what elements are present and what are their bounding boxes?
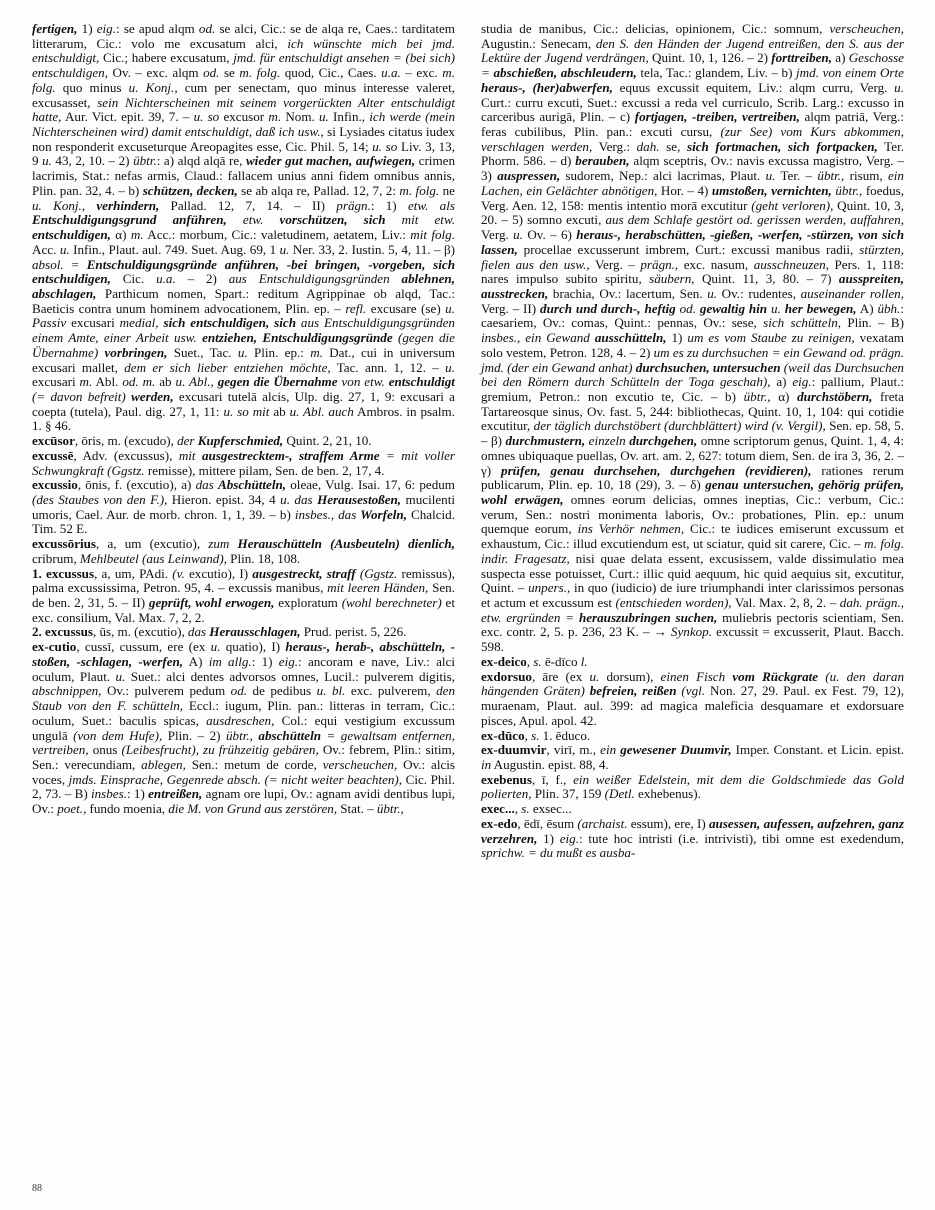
- dictionary-entry: ex-dūco, s. 1. ēduco.: [481, 727, 591, 743]
- dictionary-entry: studia de manibus, Cic.: delicias, opinionem, Cic.: somnum, verscheuchen, Augustin.: Senecam, den S. den Händen der Jugend entreißen, den S. aus der Lektüre der Jugend verdrängen, Quint. 10, 1, 126. – 2) forttreiben, a) Geschosse = abschießen, abschleudern, tela, Tac.: glandem, Liv. – b) jmd. von einem Orte heraus-, (her)abwerfen, equus excussit equitem, Liv.: alqm curru, Verg. u. Curt.: curru excuti, Suet.: excussi a reda vel curriculo, Scrib. Larg.: excusso in carceribus aurigā, Plin. – c) fortjagen, -treiben, vertreiben, alqm patriā, Verg.: feras cubilibus, Plin. pan.: excuti cursu, (zur See) vom Kurs abkommen, verschlagen werden, Verg.: dah. se, sich fortmachen, sich fortpacken, Ter. Phorm. 586. – d) berauben, alqm sceptris, Ov.: navis excussa magistro, Verg. – 3) auspressen, sudorem, Nep.: alci lacrimas, Plaut. u. Ter. – übtr., risum, ein Lachen, ein Gelächter abnötigen, Hor. – 4) umstoßen, vernichten, übtr., foedus, Verg. Aen. 12, 158: mentis intentio morā excutitur (geht verloren), Quint. 10, 3, 20. – 5) somno excuti, aus dem Schlafe gestört od. gerissen werden, auffahren, Verg. u. Ov. – 6) heraus-, herabschütten, -gießen, -werfen, -stürzen, von sich lassen, procellae excusserunt imbrem, Curt.: excussi manibus radii, stürzten, fielen aus den usw., Verg. – prägn., exc. nasum, ausschneuzen, Pers. 1, 118: nares impulso subito spiritu, säubern, Quint. 11, 3, 80. – 7) ausspreiten, ausstrecken, brachia, Ov.: lacertum, Sen. u. Ov.: rudentes, auseinander rollen, Verg. – II) durch und durch-, heftig od. gewaltig hin u. her bewegen, A) übh.: caesariem, Ov.: comas, Quint.: pennas, Ov.: sese, sich schütteln, Plin. – B) insbes., ein Gewand ausschütteln, 1) um es vom Staube zu reinigen, vexatam solo vestem, Petron. 128, 4. – 2) um es zu durchsuchen = ein Gewand od. prägn. jmd. (der ein Gewand anhat) durchsuchen, untersuchen (weil das Durchsuchen bei den Römern durch Schütteln der Toga geschah), a) eig.: pallium, Plaut.: gremium, Petron.: non excutio te, Cic. – b) übtr., α) durchstöbern, freta Tartareosque sinus, Ov. fast. 5, 244: bibliothecas, Quint. 10, 1, 104: qui cotidie excutitur, der täglich durchstöbert (durchblättert) wird (v. Vergil), Sen. ep. 58, 5. – β) durchmustern, einzeln durchgehen, omne scriptorum genus, Quint. 1, 4, 4: omnes ubiquaque puellas, Ov. art. am. 2, 627: totum diem, Sen. de ira 3, 36, 2. – γ) prüfen, genau durchsehen, durchgehen (revidieren), rationes rerum publicarum, Plin. ep. 10, 18 (29), 3. – δ) genau untersuchen, gehörig prüfen, wohl erwägen, omnes eorum delicias, omnes ineptias, Cic.: verbum, Cic.: verum, Sen.: nostri monimenta laboris, Ov.: probationes, Plin. ep.: unum quemque eorum, ins Verhör nehmen, Cic.: te iudices emiserunt excussum et exhaustum, Cic.: illud excutiendum est, ut sciatur, quid sit carere, Cic. – m. folg. indir. Fragesatz, nisi quae delata essent, excusissem, valde dissimulatio mea suspecta esse potuisset, Curt.: illic quid aequum, hic quid aequius sit, excutitur, Quint. – unpers., in quo (iudicio) de iure triumphandi inter clarissimos personas et actum et excussum est (entschieden worden), Val. Max. 2, 8, 2. – dah. prägn., etw. ergründen = herauszubringen suchen, muliebris pectoris scientiam, Sen. exc. contr. 2, 5. p. 236, 23 K. – → Synkop. excussit = excusserit, Plaut. Bacch. 598.: [481, 21, 905, 655]
- dictionary-entry: exdorsuo, āre (ex u. dorsum), einen Fisch vom Rückgrate (u. den daran hängenden Gräten) befreien, reißen (vgl. Non. 27, 29. Paul. ex Fest. 79, 12), muraenam, Plaut. aul. 399: ad magica maleficia desquamare et exdorsuare pisces, Apul. apol. 42.: [481, 668, 905, 728]
- dictionary-entry: ex-cutio, cussī, cussum, ere (ex u. quatio), I) heraus-, herab-, abschütteln, -stoßen, -schlagen, -werfen, A) im allg.: 1) eig.: ancoram e nave, Liv.: alci oculum, Plaut. u. Suet.: alci dentes advorsos omnes, Lucil.: pulverem digitis, abschnippen, Ov.: pulverem pedum od. de pedibus u. bl. exc. pulverem, den Staub von den F. schütteln, Eccl.: iugum, Plin. pan.: litteras in terram, Cic.: oculum, Suet.: baculis spicas, ausdreschen, Col.: equi vestigium excussum ungulā (von dem Hufe), Plin. – 2) übtr., abschütteln = gewaltsam entfernen, vertreiben, onus (Leibesfrucht), zu frühzeitig gebären, Ov.: febrem, Plin.: sitim, Sen.: verecundiam, ablegen, Sen.: metum de corde, verscheuchen, Ov.: alcis voces, jmds. Einsprache, Gegenrede absch. (= nicht weiter beachten), Cic. Phil. 2, 73. – B) insbes.: 1) entreißen, agnam ore lupi, Ov.: agnam avidi dentibus lupi, Ov.: poet., fundo moenia, die M. von Grund aus zerstören, Stat. – übtr.,: [32, 639, 456, 817]
- dictionary-entry: excūsor, ōris, m. (excudo), der Kupferschmied, Quint. 2, 21, 10.: [32, 433, 372, 449]
- page-number: 88: [32, 1183, 42, 1194]
- right-text-column: [481, 22, 904, 1182]
- dictionary-entry: exebenus, ī, f., ein weißer Edelstein, mit dem die Goldschmiede das Gold polierten, Plin. 37, 159 (Detl. exhebenus).: [481, 771, 904, 802]
- dictionary-entry: excussōrius, a, um (excutio), zum Herauschütteln (Ausbeuteln) dienlich, cribrum, Mehlbeutel (aus Leinwand), Plin. 18, 108.: [32, 536, 455, 566]
- dictionary-entry: ex-edo, ēdī, ēsum (archaist. essum), ere, I) ausessen, aufessen, aufzehren, ganz verzehren, 1) eig.: tute hoc intristi (i.e. intrivisti), tibi omne est exedendum, sprichw. = du mußt es ausba-: [481, 815, 905, 861]
- dictionary-entry: fertigen, 1) eig.: se apud alqm od. se alci, Cic.: se de alqa re, Caes.: tarditatem litterarum, Cic.: volo me excusatum alci, ich wünschte mich bei jmd. entschuldigt, Cic.; habere excusatum, jmd. für entschuldigt ansehen = (bei sich) entschuldigen, Ov. – exc. alqm od. se m. folg. quod, Cic., Caes. u.a. – exc. m. folg. quo minus u. Konj., cum per senectam, quo minus interesse valeret, excusasset, sein Nichterscheinen mit seinem vorgerückten Alter entschuldigt hatte, Aur. Vict. epit. 39, 7. – u. so excusor m. Nom. u. Infin., ich werde (mein Nichterscheinen wird) damit entschuldigt, daß ich usw., si Lysiades citatus iudex non responderit excuseturque Areopagites esse, Cic. Phil. 5, 14; u. so Liv. 3, 13, 9 u. 43, 2, 10. – 2) übtr.: a) alqd alqā re, wieder gut machen, aufwiegen, crimen lacrimis, Stat.: nefas armis, Claud.: fallacem unius anni fidem omnibus annis, Plin. pan. 32, 4. – b) schützen, decken, se ab alqa re, Pallad. 12, 7, 2: m. folg. ne u. Konj., verhindern, Pallad. 12, 7, 14. – II) prägn.: 1) etw. als Entschuldigungsgrund anführen, etw. vorschützen, sich mit etw. entschuldigen, α) m. Acc.: morbum, Cic.: valetudinem, aetatem, Liv.: mit folg. Acc. u. Infin., Plaut. aul. 749. Suet. Aug. 69, 1 u. Ner. 33, 2. Iustin. 5, 4, 11. – β) absol. = Entschuldigungsgründe anführen, -bei bringen, -vorgeben, sich entschuldigen, Cic. u.a. – 2) aus Entschuldigungsgründen ablehnen, abschlagen, Parthicum nomen, Spart.: reditum Agrippinae ob alqd, Tac.: Baeticis contra unum hominem advocationem, Plin. ep. – refl. excusare (se) u. Passiv excusari medial, sich entschuldigen, sich aus Entschuldigungsgründen einem Amte, einer Arbeit usw. entziehen, Entschuldigungsgründe (gegen die Übernahme) vorbringen, Suet., Tac. u. Plin. ep.: m. Dat., cui in universum excusari mallet, dem er sich lieber entziehen möchte, Tac. ann. 1, 12. – u. excusari m. Abl. od. m. ab u. Abl., gegen die Übernahme von etw. entschuldigt (= davon befreit) werden, excusari tutelā alcis, Ulp. dig. 27, 1, 9: excusari a coepta (tutela), Paul. dig. 27, 1, 11: u. so mit ab u. Abl. auch Ambros. in psalm. 1. § 46.: [32, 21, 455, 434]
- dictionary-entry: ex-deico, s. ē-dīco l.: [481, 653, 588, 669]
- dictionary-entry: excussio, ōnis, f. (excutio), a) das Abschütteln, oleae, Vulg. Isai. 17, 6: pedum (des Staubes von den F.), Hieron. epist. 34, 4 u. das Herausestoßen, mucilenti umoris, Cael. Aur. de morb. chron. 1, 1, 39. – b) insbes., das Worfeln, Chalcid. Tim. 52 E.: [32, 477, 455, 537]
- dictionary-entry: ex-duumvir, virī, m., ein gewesener Duumvir, Imper. Constant. et Licin. epist. in Augustin. epist. 88, 4.: [481, 742, 904, 772]
- left-text-column: [32, 22, 455, 1182]
- dictionary-entry: 1. excussus, a, um, PAdi. (v. excutio), I) ausgestreckt, straff (Ggstz. remissus), palma excussissima, Petron. 95, 4. – excussis manibus, mit leeren Händen, Sen. de ben. 2, 31, 5. – II) geprüft, wohl erwogen, exploratum (wohl berechneter) et exc. consilium, Val. Max. 7, 2, 2.: [32, 565, 456, 625]
- dictionary-entry: excussē, Adv. (excussus), mit ausgestrecktem-, straffem Arme = mit voller Schwungkraft (Ggstz. remisse), mittere pilam, Sen. de ben. 2, 17, 4.: [32, 447, 455, 478]
- two-column-layout: [32, 22, 904, 1182]
- dictionary-entry: exec..., s. exsec...: [481, 801, 572, 817]
- dictionary-entry: 2. excussus, ūs, m. (excutio), das Herausschlagen, Prud. perist. 5, 226.: [32, 624, 407, 640]
